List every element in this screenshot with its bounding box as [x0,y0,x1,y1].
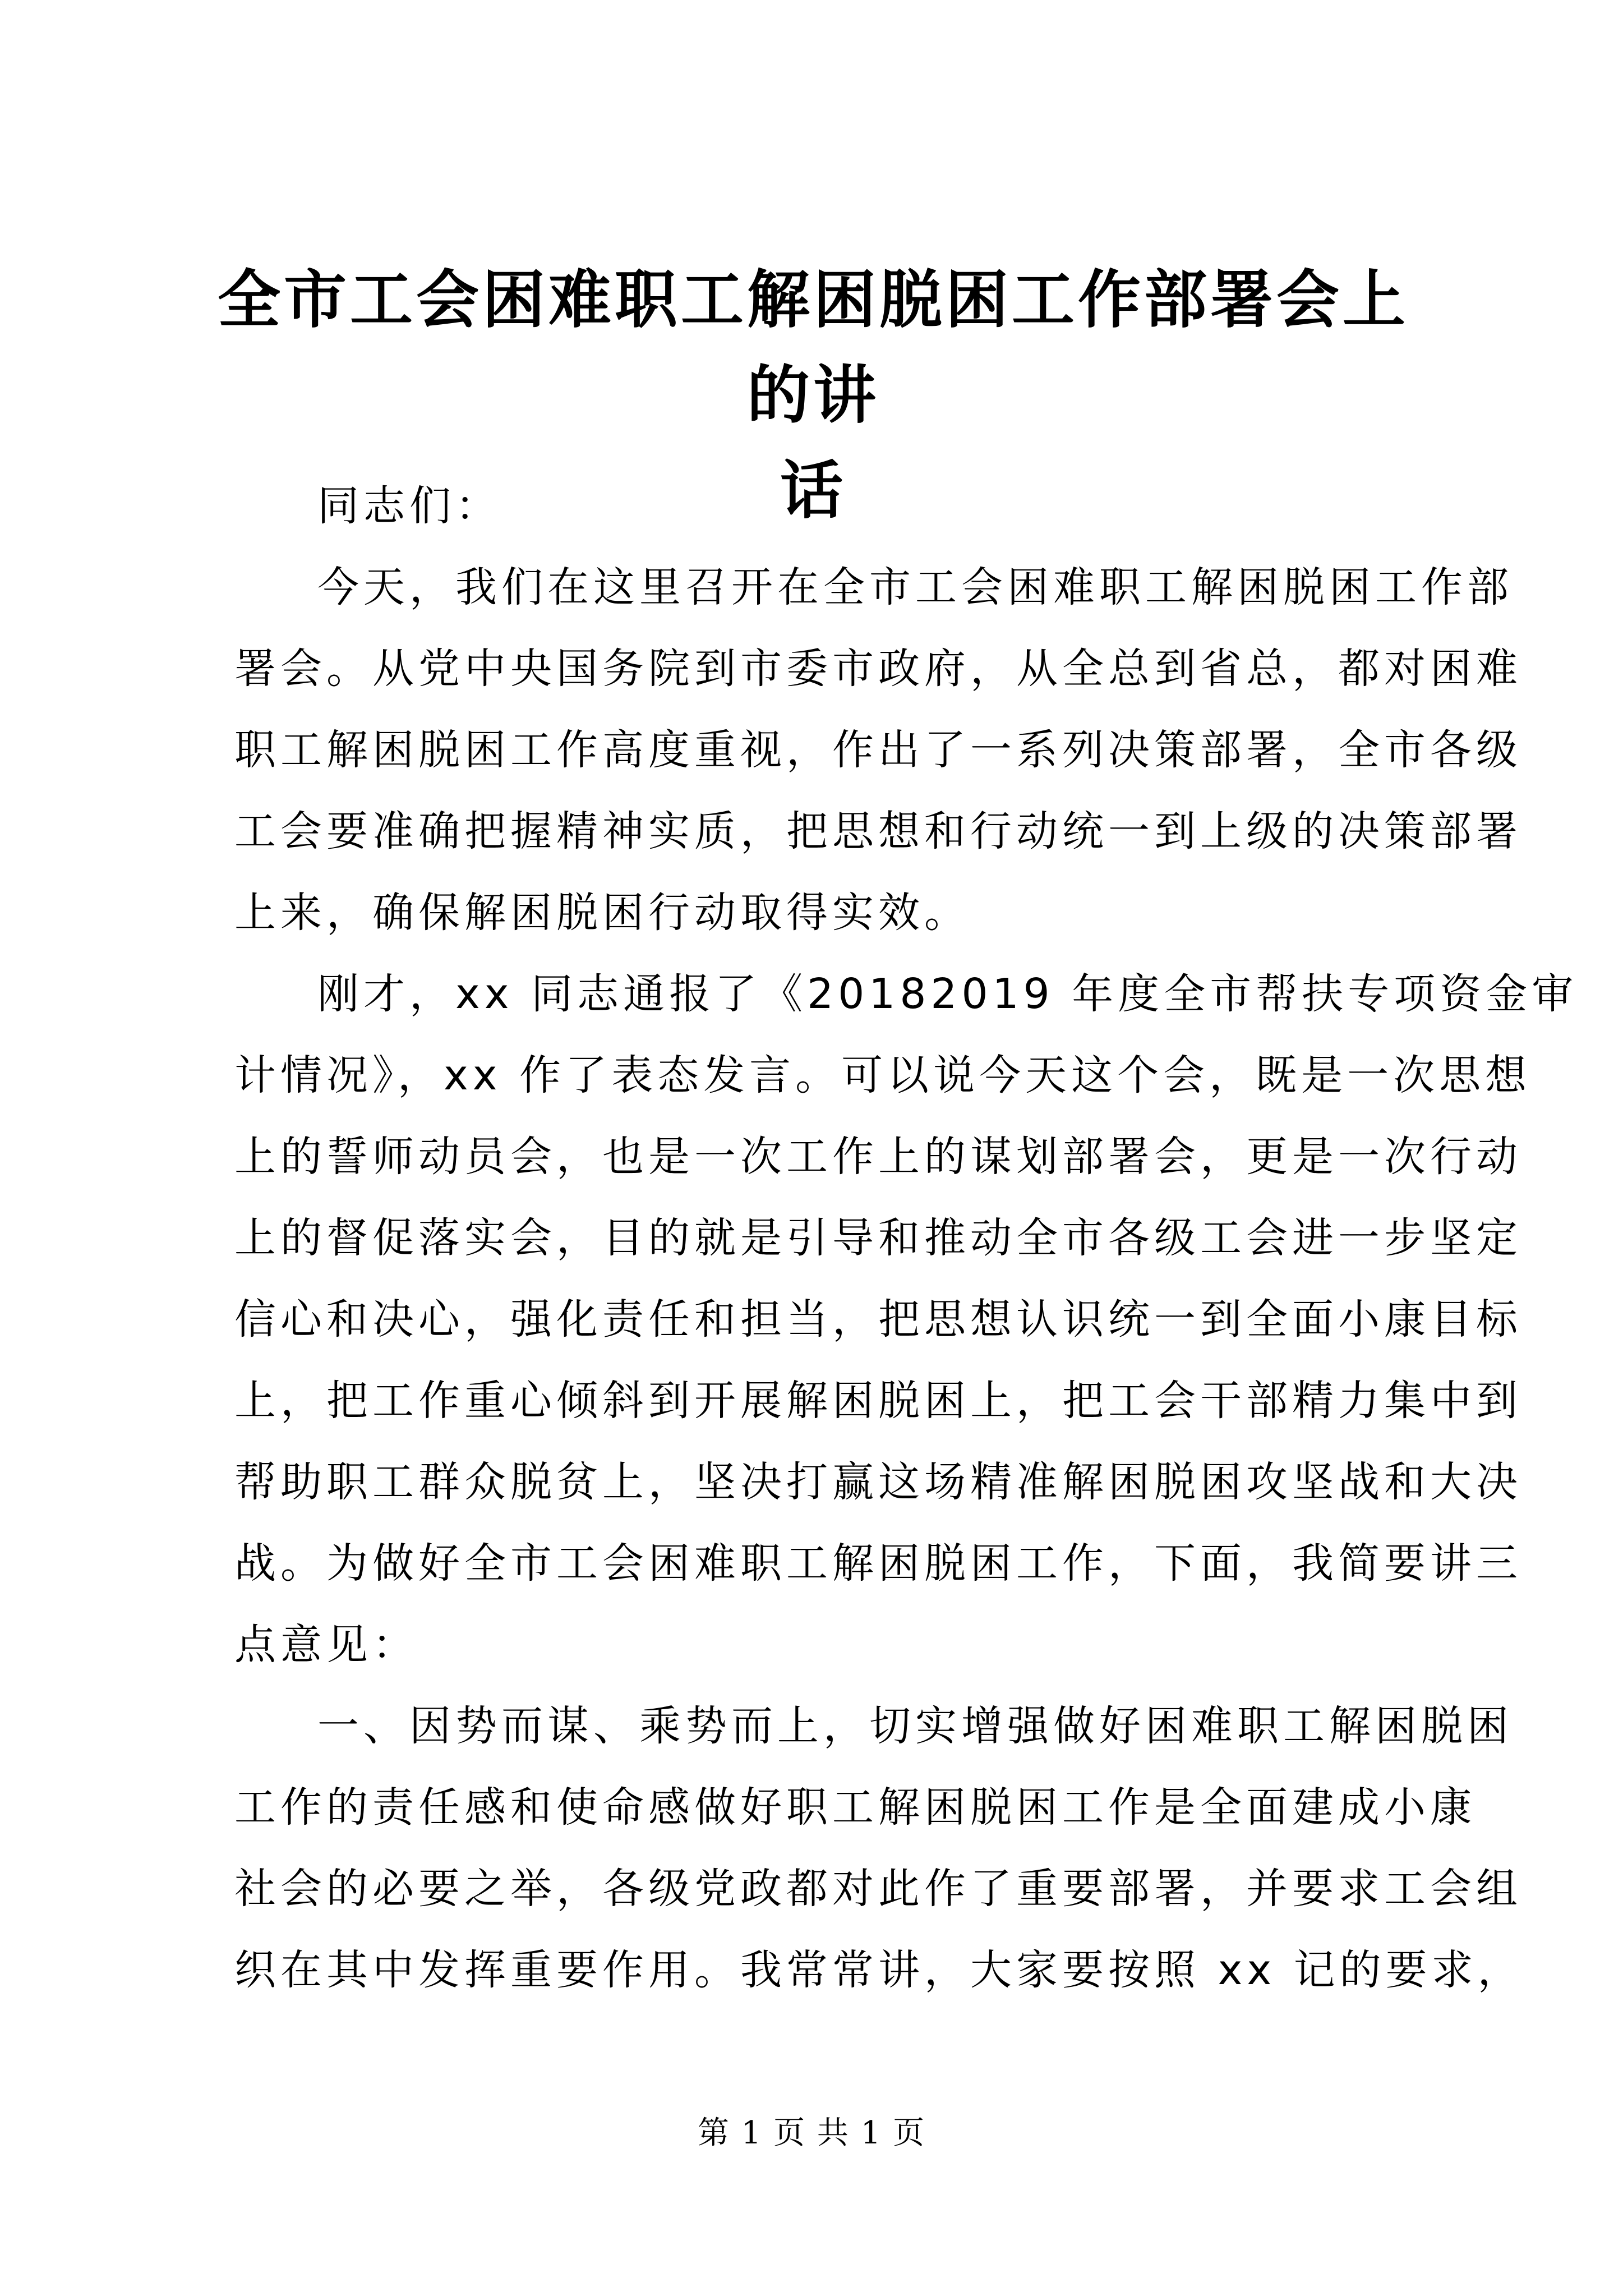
paragraph-2-line-3: 上的誓师动员会，也是一次工作上的谋划部署会，更是一次行动 [234,1133,1522,1181]
title-line-1: 全市工会困难职工解困脱困工作部署会上的讲 [218,263,1409,432]
paragraph-2-line-7: 帮助职工群众脱贫上，坚决打赢这场精准解困脱困攻坚战和大决 [234,1458,1522,1506]
page-footer: 第 1 页 共 1 页 [697,2115,926,2151]
paragraph-1-line-4: 工会要准确把握精神实质，把思想和行动统一到上级的决策部署 [234,807,1522,855]
paragraph-3-line-4: 织在其中发挥重要作用。我常常讲，大家要按照 xx 记的要求， [234,1946,1524,1994]
paragraph-1-line-2: 署会。从党中央国务院到市委市政府，从全总到省总，都对困难 [234,645,1522,693]
paragraph-3-line-1: 一、因势而谋、乘势而上，切实增强做好困难职工解困脱困 [317,1702,1513,1750]
title-line-2: 话 [780,454,846,527]
paragraph-2-line-5: 信心和决心，强化责任和担当，把思想认识统一到全面小康目标 [234,1295,1522,1343]
paragraph-2-line-1: 刚才，xx 同志通报了《20182019 年度全市帮扶专项资金审 [317,970,1578,1018]
paragraph-3-line-2: 工作的责任感和使命感做好职工解困脱困工作是全面建成小康 [234,1783,1476,1832]
paragraph-2-line-8: 战。为做好全市工会困难职工解困脱困工作，下面，我简要讲三 [234,1539,1522,1588]
paragraph-2-line-6: 上，把工作重心倾斜到开展解困脱困上，把工会干部精力集中到 [234,1377,1522,1425]
paragraph-1-line-5: 上来，确保解困脱困行动取得实效。 [234,889,970,937]
paragraph-3-line-3: 社会的必要之举，各级党政都对此作了重要部署，并要求工会组 [234,1865,1522,1913]
salutation: 同志们： [317,482,501,530]
paragraph-2-line-9: 点意见： [234,1621,418,1669]
document-body [234,466,1578,2011]
paragraph-1-line-1: 今天，我们在这里召开在全市工会困难职工解困脱困工作部 [317,563,1513,611]
paragraph-2-line-2: 计情况》，xx 作了表态发言。可以说今天这个会，既是一次思想 [234,1051,1532,1099]
paragraph-1-line-3: 职工解困脱困工作高度重视，作出了一系列决策部署，全市各级 [234,726,1522,774]
paragraph-2-line-4: 上的督促落实会，目的就是引导和推动全市各级工会进一步坚定 [234,1214,1522,1262]
